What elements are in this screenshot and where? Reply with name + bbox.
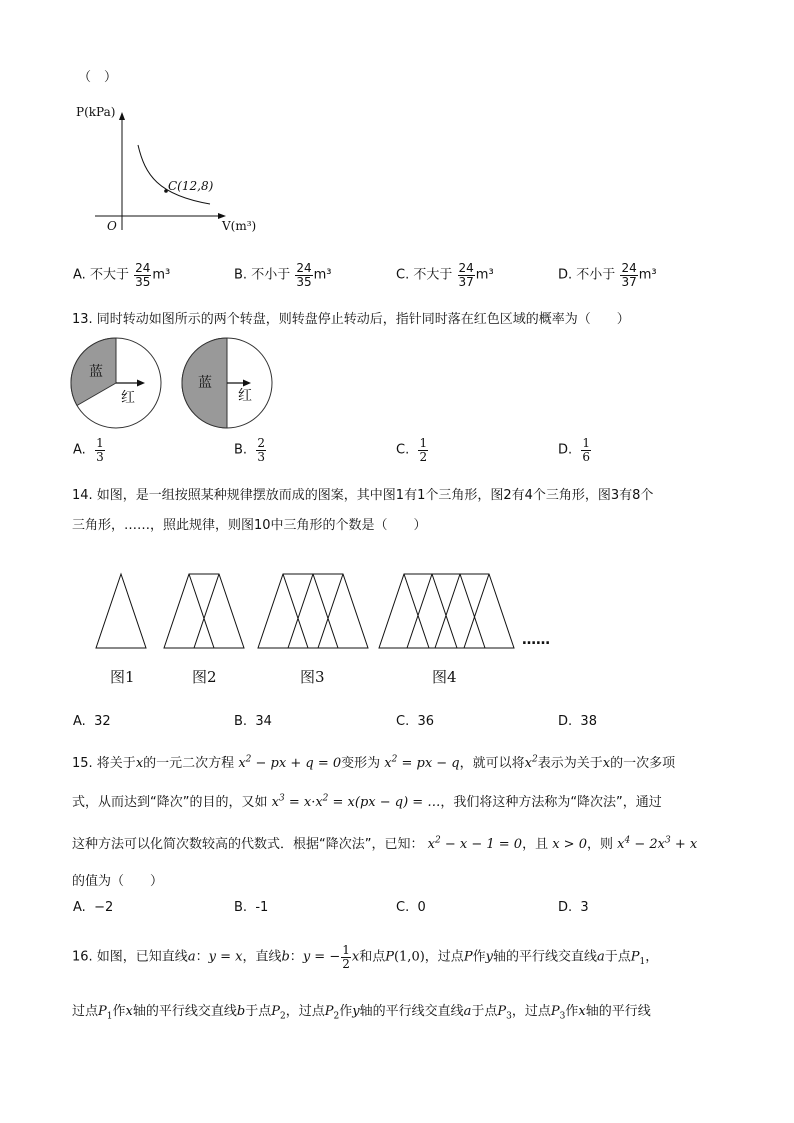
graph-origin-label: O (107, 219, 117, 233)
fig4-label: 图4 (432, 668, 457, 686)
q12-option-b[interactable]: B. 不小于 $\frac{24}{35}$ m³ (234, 261, 332, 289)
graph-x-label: V(m³) (222, 219, 257, 233)
q14-option-d[interactable]: D. 38 (558, 714, 597, 729)
q14-stem-line2: 三角形，……，照此规律，则图10中三角形的个数是（ ） (72, 518, 427, 533)
spinner1-blue-label: 蓝 (89, 364, 103, 380)
fig1-label: 图1 (110, 668, 135, 686)
q14-option-c[interactable]: C. 36 (396, 714, 435, 729)
q14-option-b[interactable]: B. 34 (234, 714, 272, 729)
q15-line1: 15. 将关于x的一元二次方程 $x^2$ − px + q = 0变形为 $x^2$ = px − q，就可以将$x^2$表示为关于x的一次多项 (72, 754, 676, 771)
q15-option-c[interactable]: C. 0 (396, 900, 426, 915)
q13-option-b[interactable]: B. $\frac{2}{3}$ (234, 436, 265, 464)
q14-option-a[interactable]: A. 32 (73, 714, 111, 729)
graph-y-label: P(kPa) (76, 105, 116, 119)
graph-point-label: C(12,8) (168, 179, 214, 193)
figures-ellipsis: …… (522, 632, 550, 648)
spinner2-blue-label: 蓝 (198, 375, 212, 391)
fig2-shape (164, 574, 244, 648)
fig2-label: 图2 (192, 668, 217, 686)
fig4-shape (379, 574, 514, 648)
fig1-triangle (96, 574, 146, 648)
q13-option-d[interactable]: D. $\frac{1}{6}$ (558, 436, 591, 464)
q15-option-b[interactable]: B. -1 (234, 900, 269, 915)
q12-graph (70, 100, 270, 245)
fig3-shape (258, 574, 368, 648)
q14-figures (90, 568, 570, 658)
q15-option-d[interactable]: D. 3 (558, 900, 589, 915)
q14-stem-line1: 14. 如图，是一组按照某种规律摆放而成的图案，其中图1有1个三角形，图2有4个三角形，图3有8个 (72, 488, 654, 503)
q12-answer-paren: （ ） (78, 70, 118, 85)
q15-option-a[interactable]: A. −2 (73, 900, 114, 915)
q12-option-d[interactable]: D. 不小于 $\frac{24}{37}$ m³ (558, 261, 657, 289)
q13-option-a[interactable]: A. $\frac{1}{3}$ (73, 436, 104, 464)
q16-line2: 过点$P_1$作x轴的平行线交直线b于点$P_2$，过点$P_2$作y轴的平行线交直线a于点$P_3$，过点$P_3$作x轴的平行线 (72, 1004, 651, 1022)
q15-line2: 式，从而达到“降次”的目的，又如 $x^3 = x\cdot x^2 = x(px - q)$ = …，我们将这种方法称为“降次法”，通过 (72, 793, 662, 810)
q13-option-c[interactable]: C. $\frac{1}{2}$ (396, 436, 428, 464)
q13-stem: 13. 同时转动如图所示的两个转盘，则转盘停止转动后，指针同时落在红色区域的概率为（ ） (72, 312, 630, 327)
spinner1-red-label: 红 (121, 390, 135, 406)
q15-line3: 这种方法可以化简次数较高的代数式．根据“降次法”，已知： $x^2 - x - 1 = 0$，且 x > 0，则 $x^4 - 2x^3 + x$ (72, 835, 698, 852)
spinner2-red-label: 红 (238, 388, 252, 404)
q13-spinners (70, 337, 280, 432)
q12-option-c[interactable]: C. 不大于 $\frac{24}{37}$ m³ (396, 261, 494, 289)
fig3-label: 图3 (300, 668, 325, 686)
q15-line4: 的值为（ ） (72, 874, 164, 889)
q12-option-a[interactable]: A. 不大于 $\frac{24}{35}$ m³ (73, 261, 171, 289)
q16-line1: 16. 如图，已知直线a：y = x，直线b：y = − $\frac{1}{2}$ x和点P(1,0)，过点P作y轴的平行线交直线a于点$P_1$， (72, 943, 659, 971)
